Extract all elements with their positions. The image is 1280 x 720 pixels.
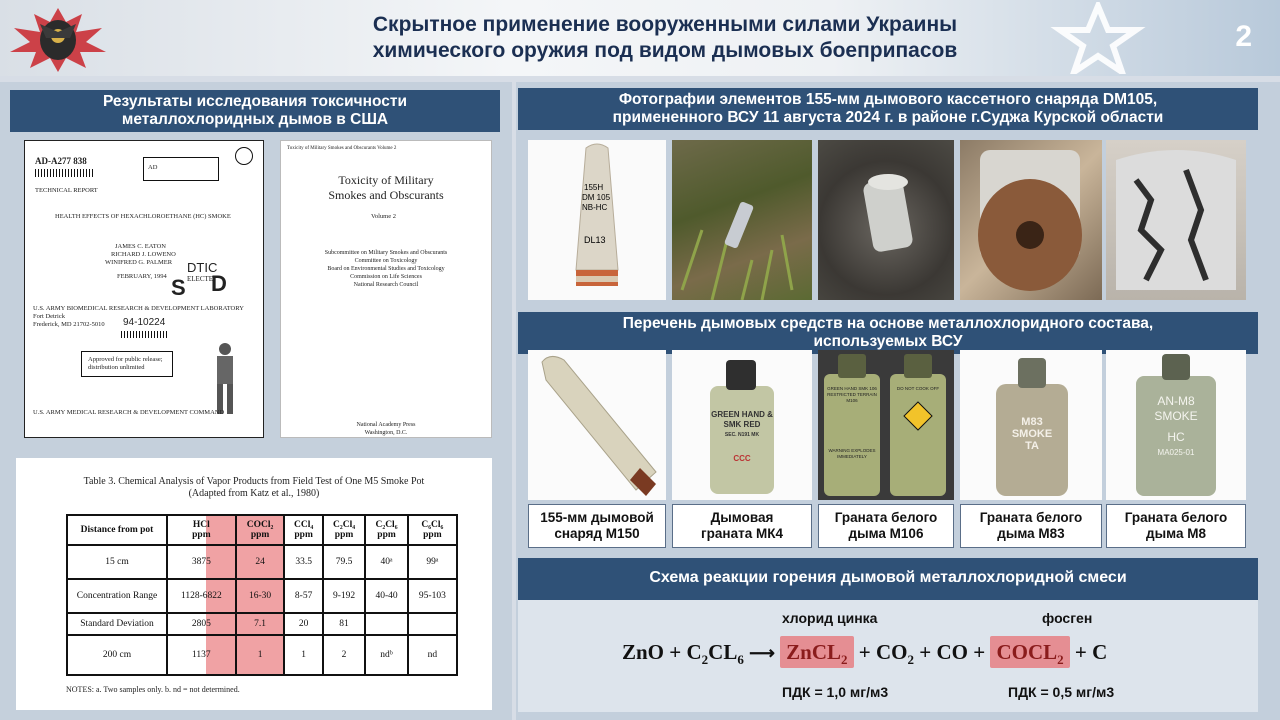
slide-header <box>0 0 1280 76</box>
dtic-stamp-3: S <box>171 275 186 300</box>
zinc-chloride-pdk: ПДК = 1,0 мг/м3 <box>782 684 889 700</box>
table-cell: 2 <box>323 635 365 675</box>
dtic-stamp-4: D <box>211 271 227 296</box>
table-cell: 3875 <box>167 545 236 579</box>
plus-sign: + <box>858 640 871 664</box>
slide-title: Скрытное применение вооруженными силами Украины химического оружия под видом дымовых боеприпасов <box>372 13 958 62</box>
book-volume: Volume 2 <box>371 213 396 220</box>
report-soldier-figure <box>205 341 245 417</box>
dm105-marking-1: 155H <box>584 183 604 192</box>
report-barcode-2 <box>121 331 169 338</box>
m106-marking-right: DO NOT COOK OFF <box>896 386 940 391</box>
report-title: HEALTH EFFECTS OF HEXACHLOROETHANE (HC) SMOKE <box>55 213 231 220</box>
report-doc-number: 94-10224 <box>123 317 166 328</box>
table-cell: 99ᵃ <box>408 545 457 579</box>
table-cell: 8-57 <box>284 579 322 613</box>
report-lab: U.S. ARMY BIOMEDICAL RESEARCH & DEVELOPMENT LABORATORY <box>33 305 244 312</box>
table-cell: 81 <box>323 613 365 635</box>
slide-number: 2 <box>1235 20 1252 53</box>
table-cell: 9-192 <box>323 579 365 613</box>
dtic-stamp-1: DTIC <box>187 260 218 275</box>
table-cell: 1 <box>284 635 322 675</box>
means-caption-mk4: Дымовая граната МК4 <box>672 504 812 548</box>
report-stamp-icon <box>235 147 253 165</box>
report-author-1: JAMES C. EATON <box>115 243 166 250</box>
report-date: FEBRUARY, 1994 <box>117 273 167 280</box>
means-caption-m8: Граната белого дыма М8 <box>1106 504 1246 548</box>
star-emblem-icon <box>1050 2 1146 74</box>
reaction-equation <box>622 640 1107 668</box>
chemical-analysis-table <box>66 514 458 676</box>
table-notes: NOTES: a. Two samples only. b. nd = not determined. <box>66 685 240 694</box>
product-co: CO <box>936 640 968 664</box>
zinc-chloride-label: хлорид цинка <box>782 610 878 626</box>
table-cell: 20 <box>284 613 322 635</box>
plus-sign: + <box>973 640 986 664</box>
table-cell: 15 cm <box>67 545 167 579</box>
table-cell: 24 <box>236 545 285 579</box>
dm105-marking-4: DL13 <box>584 235 606 245</box>
col-c6cl6: C₆Cl₆ ppm <box>408 515 457 545</box>
report-author-2: RICHARD J. LOWENO <box>111 251 176 258</box>
photos-section-title: Фотографии элементов 155-мм дымового кассетного снаряда DM105, примененного ВСУ 11 августа 2024 г. в районе г.Суджа Курской области <box>518 88 1258 130</box>
report-barcode <box>35 169 95 177</box>
phosgene-label: фосген <box>1042 610 1093 626</box>
table-cell <box>365 613 407 635</box>
plus-sign: + <box>1074 640 1087 664</box>
report-command: U.S. ARMY MEDICAL RESEARCH & DEVELOPMENT COMMAND <box>33 409 225 416</box>
chemical-analysis-sheet <box>16 458 492 710</box>
dm105-marking-2: DM 105 <box>582 193 611 202</box>
book-organizations: Subcommittee on Military Smokes and Obscurants Committee on Toxicology Board on Environmental Studies and Toxicology Commission on Life Sciences National Research Council <box>324 250 448 288</box>
m8-grenade-photo <box>1106 350 1246 500</box>
dtic-stamp-2: ELECTE <box>187 275 214 283</box>
book-header: Toxicity of Military Smokes and Obscurants Volume 2 <box>287 146 397 151</box>
phosgene-pdk: ПДК = 0,5 мг/м3 <box>1008 684 1115 700</box>
book-publisher: National Academy Press Washington, D.C. <box>356 422 416 436</box>
table-cell <box>408 613 457 635</box>
reaction-section-title: Схема реакции горения дымовой металлохлоридной смеси <box>518 558 1258 600</box>
report-author-3: WINIFRED G. PALMER <box>105 259 173 266</box>
product-c: C <box>1092 640 1108 664</box>
canister-shell-photo <box>1106 140 1246 300</box>
canister-in-grass-photo <box>672 140 812 300</box>
dm105-projectile-photo <box>528 140 666 300</box>
mk4-marking: GREEN HAND & SMK RED SEC. N191 MK CCC <box>711 410 773 463</box>
reactant-zno: ZnO <box>622 640 665 664</box>
col-ccl4: CCl₄ ppm <box>284 515 322 545</box>
m106-marking-left: GREEN HAND SMK 106 RESTRICTED TERRAIN M106 WARNING EXPLODES IMMEDIATELY <box>827 386 877 459</box>
col-distance: Distance from pot <box>67 515 167 545</box>
table-cell: 40-40 <box>365 579 407 613</box>
m106-grenade-photo <box>818 350 954 500</box>
table-cell: 200 cm <box>67 635 167 675</box>
table-cell: 79.5 <box>323 545 365 579</box>
m8-marking: AN-M8 SMOKE HC MA025-01 <box>1154 394 1198 457</box>
book-cover <box>280 140 492 438</box>
col-c2cl4: C₂Cl₄ ppm <box>323 515 365 545</box>
table-cell: 1 <box>236 635 285 675</box>
table-cell: 95-103 <box>408 579 457 613</box>
m150-projectile-photo <box>528 350 666 500</box>
product-co2: $CO_2$ <box>876 640 914 668</box>
table-cell: 40ᵃ <box>365 545 407 579</box>
table-cell: 16-30 <box>236 579 285 613</box>
table-cell: 1137 <box>167 635 236 675</box>
col-hcl: HCl ppm <box>167 515 236 545</box>
m83-marking: M83 SMOKE TA <box>1011 416 1053 452</box>
table-row <box>67 635 457 675</box>
book-title: Toxicity of Military Smokes and Obscurants <box>328 173 444 202</box>
table-cell: Standard Deviation <box>67 613 167 635</box>
table-row <box>67 545 457 579</box>
mk4-grenade-photo <box>672 350 812 500</box>
table-cell: 7.1 <box>236 613 285 635</box>
report-approval-box: Approved for public release; distribution unlimited <box>81 351 173 377</box>
left-section-title: Результаты исследования токсичности металлохлоридных дымов в США <box>10 90 500 132</box>
means-caption-m83: Граната белого дыма М83 <box>960 504 1102 548</box>
table-cell: 2805 <box>167 613 236 635</box>
table-cell: 33.5 <box>284 545 322 579</box>
report-type: TECHNICAL REPORT <box>35 187 98 194</box>
plus-sign: + <box>919 640 932 664</box>
reaction-arrow-icon: ⟶ <box>749 643 775 663</box>
table-row <box>67 613 457 635</box>
plus-sign: + <box>669 640 682 664</box>
report-ad-number: AD-A277 838 <box>35 156 87 166</box>
product-cocl2: $COCL_2$ <box>990 636 1069 668</box>
eagle-emblem-icon <box>6 2 110 74</box>
table-caption: Table 3. Chemical Analysis of Vapor Products from Field Test of One M5 Smoke Pot (Adapted from Katz et al., 1980) <box>83 476 425 499</box>
reactant-c2cl6: $C_2CL_6$ <box>686 640 744 668</box>
canister-in-ash-photo <box>818 140 954 300</box>
table-cell: Concentration Range <box>67 579 167 613</box>
report-lab-place-1: Fort Detrick <box>33 313 65 320</box>
dm105-marking-3: NB-HC <box>582 203 608 212</box>
col-c2cl6: C₂Cl₆ ppm <box>365 515 407 545</box>
table-cell: 1128-6822 <box>167 579 236 613</box>
means-caption-m150: 155-мм дымовой снаряд М150 <box>528 504 666 548</box>
table-header-row <box>67 515 457 545</box>
report-lab-place-2: Frederick, MD 21702-5010 <box>33 321 105 328</box>
report-ad-box: AD <box>143 157 219 181</box>
table-cell: nd <box>408 635 457 675</box>
product-zncl2: ZnCL$_2$ <box>780 636 853 668</box>
table-row <box>67 579 457 613</box>
means-section-title: Перечень дымовых средств на основе металлохлоридного состава, используемых ВСУ <box>518 312 1258 354</box>
table-cell: ndᵇ <box>365 635 407 675</box>
means-caption-m106: Граната белого дыма М106 <box>818 504 954 548</box>
technical-report-cover <box>24 140 264 438</box>
m83-grenade-photo <box>960 350 1102 500</box>
canister-base-photo <box>960 140 1102 300</box>
col-cocl2: COCl₂ ppm <box>236 515 285 545</box>
